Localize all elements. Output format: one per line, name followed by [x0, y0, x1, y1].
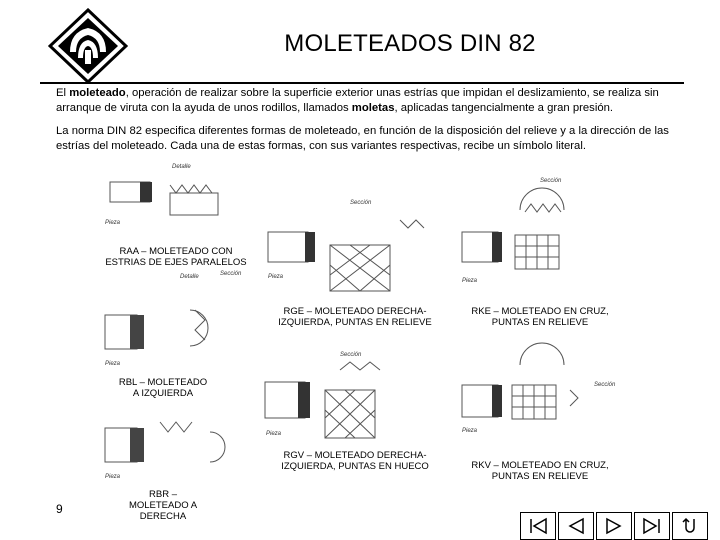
caption-rgv: RGV – MOLETEADO DERECHA-IZQUIERDA, PUNTAS EN HUECO — [270, 450, 440, 472]
svg-text:Detalle: Detalle — [172, 164, 191, 170]
svg-text:Pieza: Pieza — [462, 428, 478, 434]
term-moleteado: moleteado — [69, 87, 126, 99]
svg-text:Sección: Sección — [540, 178, 562, 184]
rge-diagram — [268, 200, 424, 291]
intro-paragraph: El moleteado, operación de realizar sobre la superficie exterior unas estrías que impidan el deslizamiento, se realiza sin arranque de viruta con la ayuda de unos rodillos, llamados moletas, aplicadas tangencialmente a gran presión. — [56, 87, 659, 114]
return-icon — [678, 516, 702, 536]
caption-rbr: RBR – MOLETEADO A DERECHA — [118, 489, 208, 522]
svg-text:Sección: Sección — [340, 352, 362, 358]
term-moletas: moletas — [351, 102, 395, 114]
din82-paragraph: La norma DIN 82 especifica diferentes formas de moleteado, en función de la disposición del relieve y a la dirección de las estrías del moleteado. Cada una de estas formas, con sus variantes respectivas, recibe un símbolo literal. — [56, 125, 669, 152]
svg-text:Pieza: Pieza — [268, 274, 284, 280]
last-icon — [640, 516, 664, 536]
rgv-diagram — [265, 352, 380, 438]
first-icon — [526, 516, 550, 536]
caption-rbl: RBL – MOLETEADO A IZQUIERDA — [118, 377, 208, 399]
last-slide-button[interactable] — [634, 512, 670, 540]
slide-navigation — [520, 512, 710, 540]
previous-icon — [564, 516, 588, 536]
rbr-diagram — [105, 422, 225, 480]
svg-text:Pieza: Pieza — [266, 431, 282, 437]
svg-text:Pieza: Pieza — [462, 278, 478, 284]
rke-diagram — [462, 178, 564, 284]
caption-rke: RKE – MOLETEADO EN CRUZ, PUNTAS EN RELIEVE — [462, 306, 618, 328]
svg-text:Sección: Sección — [220, 271, 242, 277]
previous-slide-button[interactable] — [558, 512, 594, 540]
page-title: MOLETEADOS DIN 82 — [284, 30, 536, 57]
rkv-diagram — [462, 343, 616, 434]
next-icon — [602, 516, 626, 536]
caption-raa: RAA – MOLETEADO CON ESTRIAS DE EJES PARALELOS — [100, 246, 252, 268]
caption-rge: RGE – MOLETEADO DERECHA-IZQUIERDA, PUNTAS EN RELIEVE — [270, 306, 440, 328]
title-divider — [40, 82, 684, 84]
page-number: 9 — [56, 502, 63, 516]
raa-diagram — [105, 164, 218, 226]
svg-text:Detalle: Detalle — [180, 274, 199, 280]
university-logo — [48, 8, 128, 84]
svg-text:Pieza: Pieza — [105, 220, 121, 226]
return-button[interactable] — [672, 512, 708, 540]
next-slide-button[interactable] — [596, 512, 632, 540]
svg-text:Pieza: Pieza — [105, 474, 121, 480]
svg-text:Pieza: Pieza — [105, 361, 121, 367]
svg-text:Sección: Sección — [594, 382, 616, 388]
caption-rkv: RKV – MOLETEADO EN CRUZ, PUNTAS EN RELIEVE — [462, 460, 618, 482]
svg-text:Sección: Sección — [350, 200, 372, 206]
first-slide-button[interactable] — [520, 512, 556, 540]
rbl-diagram — [105, 271, 242, 367]
